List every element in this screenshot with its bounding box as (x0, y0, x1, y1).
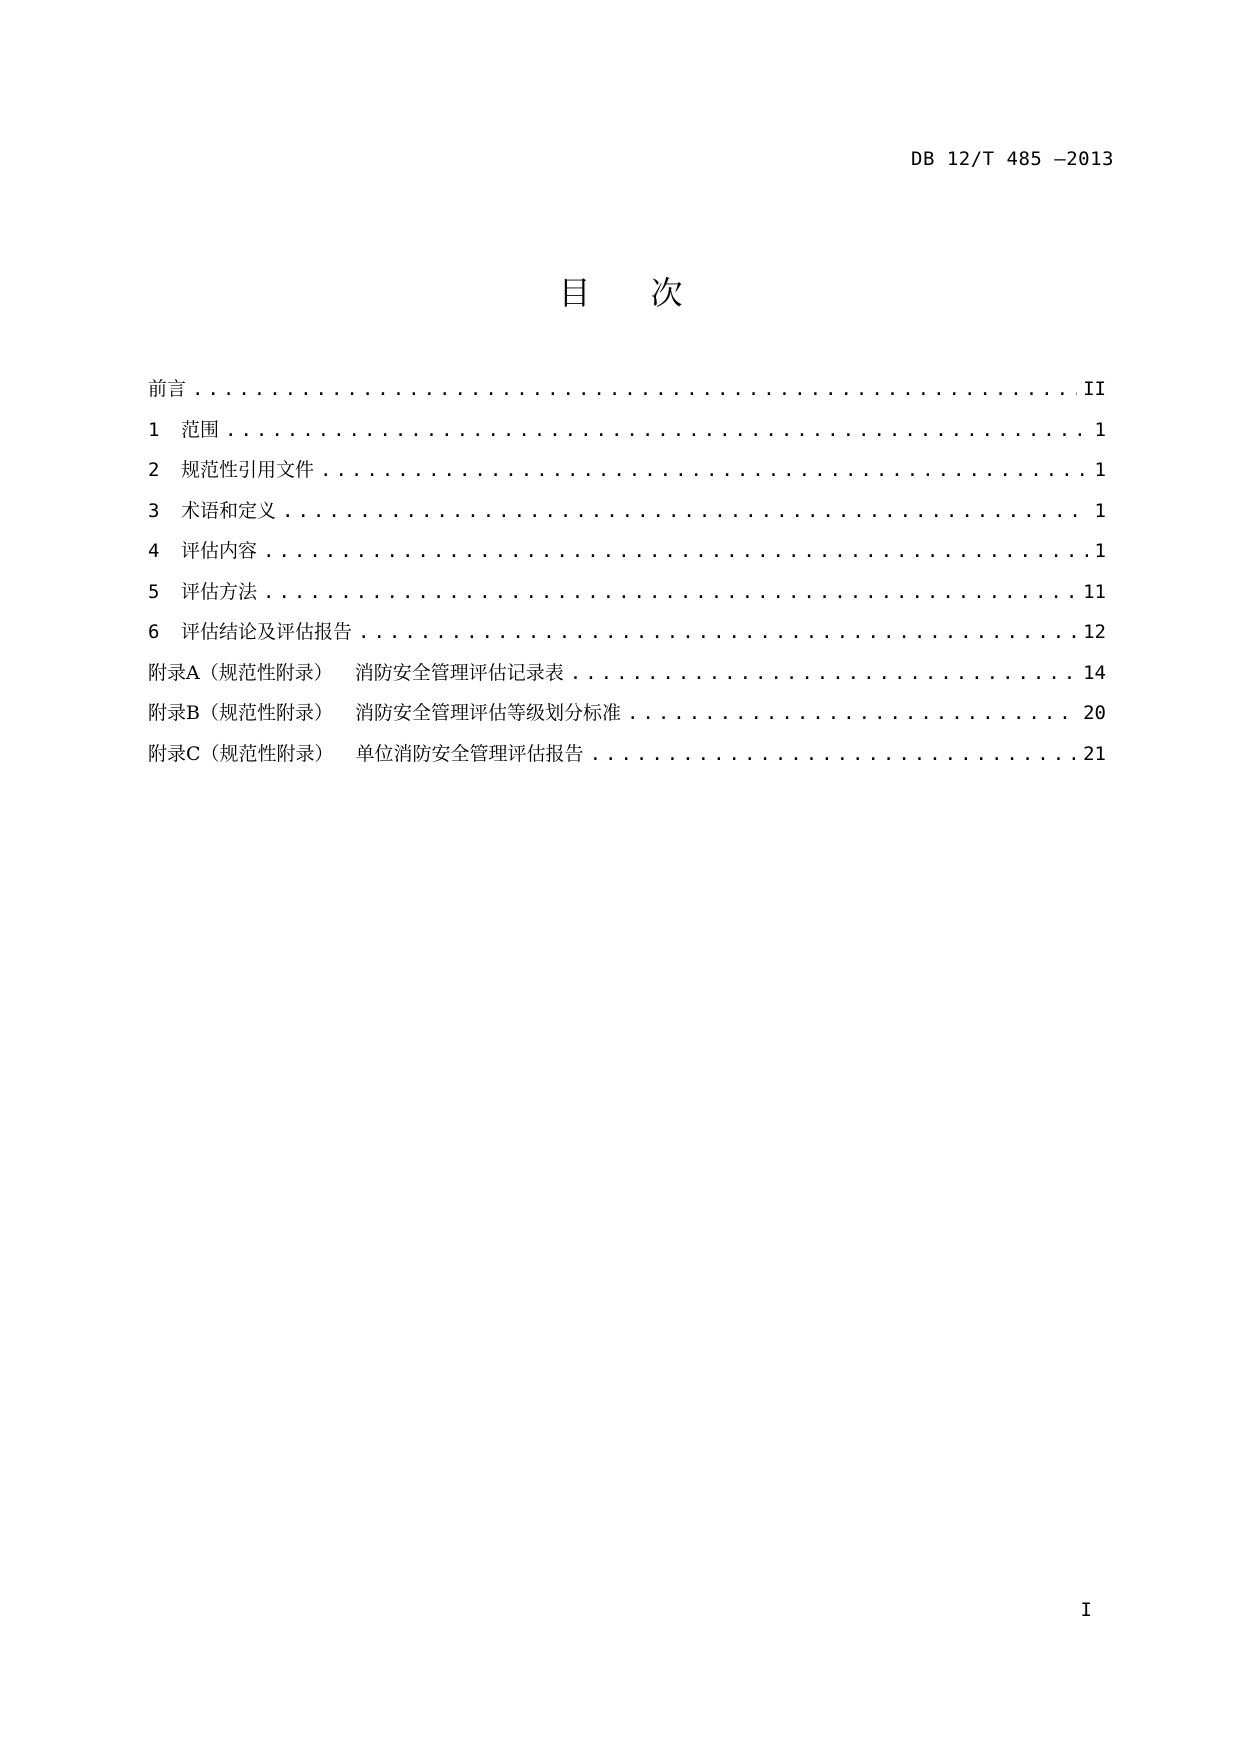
toc-entry-assessment-method[interactable] (148, 577, 1106, 618)
toc-entry-appendix-b[interactable] (148, 698, 1106, 739)
toc-entry-page: 20 (1083, 702, 1106, 724)
toc-entry-conclusion-report[interactable] (148, 617, 1106, 658)
appendix-title: 消防安全管理评估等级划分标准 (354, 702, 621, 724)
table-of-contents (148, 374, 1106, 779)
toc-entry-number: 6 (148, 621, 160, 643)
appendix-title: 消防安全管理评估记录表 (354, 661, 564, 684)
toc-leader-dots (358, 621, 1077, 643)
toc-entry-page: 14 (1083, 661, 1106, 684)
toc-leader-dots (282, 500, 1088, 522)
toc-leader-dots (590, 743, 1078, 765)
toc-entry-label: 评估结论及评估报告 (181, 621, 353, 643)
appendix-title: 单位消防安全管理评估报告 (355, 742, 584, 765)
toc-entry-label: 范围 (181, 418, 220, 441)
appendix-head: 附录B（规范性附录） (148, 702, 333, 724)
toc-entry-page: 11 (1083, 580, 1106, 603)
toc-entry-label: 规范性引用文件 (181, 459, 315, 481)
toc-entry-label: 前言 (148, 378, 187, 400)
toc-entry-number: 3 (148, 499, 160, 522)
toc-entry-label: 术语和定义 (181, 499, 277, 522)
toc-entry-label: 评估内容 (181, 540, 258, 562)
toc-leader-dots (192, 378, 1077, 400)
toc-entry-number: 4 (148, 540, 160, 562)
toc-entry-page: II (1083, 378, 1106, 400)
toc-leader-dots (263, 540, 1088, 562)
toc-entry-page: 1 (1094, 499, 1106, 522)
toc-leader-dots (570, 662, 1077, 684)
toc-entry-page: 1 (1094, 418, 1106, 441)
toc-leader-dots (225, 419, 1088, 441)
toc-entry-page: 1 (1094, 459, 1106, 481)
toc-entry-assessment-content[interactable] (148, 536, 1106, 577)
toc-entry-appendix-a[interactable] (148, 658, 1106, 699)
toc-entry-page: 21 (1083, 742, 1106, 765)
toc-leader-dots (320, 459, 1088, 481)
page-number: I (1080, 1599, 1092, 1621)
document-code: DB 12/T 485 —2013 (911, 148, 1114, 170)
toc-entry-number: 5 (148, 580, 160, 603)
toc-leader-dots (263, 581, 1077, 603)
appendix-head: 附录A（规范性附录） (148, 661, 333, 684)
toc-entry-number: 1 (148, 418, 160, 441)
toc-entry-page: 1 (1094, 540, 1106, 562)
page-title: 目次 (558, 274, 743, 312)
toc-entry-normative-references[interactable] (148, 455, 1106, 496)
toc-leader-dots (627, 702, 1077, 724)
toc-entry-appendix-c[interactable] (148, 739, 1106, 780)
toc-entry-scope[interactable] (148, 415, 1106, 456)
appendix-head: 附录C（规范性附录） (148, 742, 334, 765)
toc-entry-terms-definitions[interactable] (148, 496, 1106, 537)
toc-entry-page: 12 (1083, 621, 1106, 643)
toc-entry-foreword[interactable] (148, 374, 1106, 415)
toc-entry-number: 2 (148, 459, 160, 481)
toc-entry-label: 评估方法 (181, 580, 258, 603)
